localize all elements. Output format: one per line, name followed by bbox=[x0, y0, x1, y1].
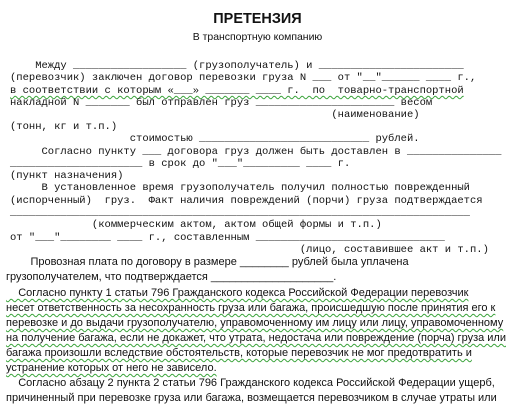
form-line: (пункт назначения) bbox=[10, 170, 124, 182]
document-title: ПРЕТЕНЗИЯ bbox=[213, 11, 302, 27]
form-line: (наименование) bbox=[10, 109, 420, 121]
paragraph-line: грузополучателем, что подтверждается ____________________. bbox=[6, 271, 337, 283]
form-line: (испорченный) груз. Факт наличия повреждений (порчи) груза подтверждается bbox=[10, 195, 483, 207]
form-line: от "___"________ ____ г., составленным ______________________________ bbox=[10, 232, 445, 244]
paragraph-line: причиненный при перевозке груза или багажа, возмещается перевозчиком в случае утраты или bbox=[6, 392, 497, 404]
form-line: Согласно пункту ___ договора груз должен быть доставлен в _______________ bbox=[10, 146, 502, 158]
form-line: стоимостью ___________________________ рублей. bbox=[10, 133, 420, 145]
paragraph-line: на получение багажа, если не докажет, что утрата, недостача или повреждение (порча) груза или bbox=[6, 332, 506, 344]
form-line: (лицо, составившее акт и т.п.) bbox=[10, 244, 489, 256]
paragraph-line: Согласно абзацу 2 пункта 2 статьи 796 Гражданского кодекса Российской Федерации ущерб, bbox=[6, 377, 495, 389]
document-subtitle: В транспортную компанию bbox=[192, 31, 323, 43]
paragraph-line: устранение которых от него не зависело. bbox=[6, 362, 217, 374]
form-line: _________________________________________________________________________ bbox=[10, 207, 470, 219]
form-line: (перевозчик) заключен договор перевозки груза N ___ от "__"______ ____ г., bbox=[10, 72, 477, 84]
paragraph-line: перевозке и до выдачи грузополучателю, управомоченному им лицу или лицу, управомоченному bbox=[6, 317, 504, 329]
form-line: в соответствии с которым «___» _______ ____ г. по товарно-транспортной bbox=[10, 85, 464, 97]
paragraph-line: багажа произошли вследствие обстоятельств, которые перевозчик не мог предотвратить и bbox=[6, 347, 472, 359]
paragraph-line: Провозная плата по договору в размере ________ рублей была уплачена bbox=[6, 256, 409, 268]
form-line: В установленное время грузополучатель получил полностью поврежденный bbox=[10, 182, 470, 194]
form-line: (коммерческим актом, актом общей формы и т.п.) bbox=[10, 219, 382, 231]
form-line: _____________________ в срок до "___"_________ ____ г. bbox=[10, 158, 351, 170]
form-line: Между __________________ (грузополучатель) и _______________________ bbox=[10, 60, 464, 72]
paragraph-line: Согласно пункту 1 статьи 796 Гражданского кодекса Российской Федерации перевозчик bbox=[6, 287, 469, 299]
form-line: накладной N _______ был отправлен груз ______________________ весом bbox=[10, 97, 433, 109]
form-line: (тонн, кг и т.п.) bbox=[10, 121, 118, 133]
paragraph-line: несет ответственность за несохранность груза или багажа, происшедшую после принятия его к bbox=[6, 302, 496, 314]
